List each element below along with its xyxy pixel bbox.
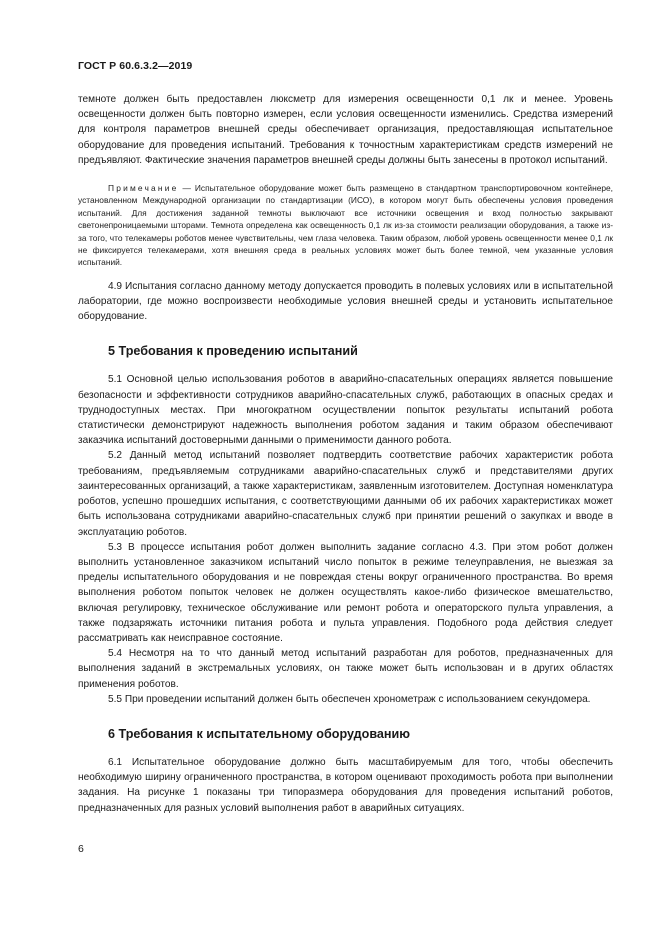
note-text: — Испытательное оборудование может быть размещено в стандартном транспортировочном контейнере, установленном Международной организации по стандартизации (ИСО), в котором могут быть обеспечены условия проведения испытаний. Для достижения заданной темноты выключают все источники освещения и вход полностью закрывают светонепроницаемыми шторами. Темнота определена как освещенность 0,1 лк из-за стоимости реализации оборудования, а также из-за того, что телекамеры роботов менее чувствительны, чем глаза человека. Таким образом, любой уровень освещенности менее 0,1 лк не фиксируется телекамерами, хотя внешняя среда в реальных условиях может быть более темной, чем указанные условия испытаний. [78, 183, 613, 268]
note-label: Примечание [108, 183, 179, 194]
document-header-id: ГОСТ Р 60.6.3.2—2019 [78, 60, 193, 72]
paragraph-continued: темноте должен быть предоставлен люксметр для измерения освещенности 0,1 лк и менее. Уровень освещенности должен быть повторно измерен, если условия освещенности изменились. Средства измерений для контроля параметров внешней среды обеспечивает организация, предоставляющая испытательное оборудование для проведения испытаний. Требования к точностным характеристикам средств измерений не предъявляют. Фактические значения параметров внешней среды должны быть занесены в протокол испытаний. [78, 94, 613, 166]
paragraph-5-3: 5.3 В процессе испытания робот должен выполнить задание согласно 4.3. При этом робот должен выполнить установленное заказчиком испытаний число попыток в режиме телеуправления, не выезжая за пределы испытательного оборудования и не повреждая стены вокруг ограниченного пространства. Во время выполнения роботом попыток человек не должен осуществлять какое-либо физическое вмешательство, включая регулировку, техническое обслуживание или ремонт робота и операторского пульта управления, а также подзаряжать источники питания робота и пульта управления. Подобного рода действия следует рассматривать как неисправное состояние. [78, 541, 613, 644]
paragraph-4-9: 4.9 Испытания согласно данному методу допускается проводить в полевых условиях или в испытательной лаборатории, где можно воспроизвести необходимые условия внешней среды и установить испытательное оборудование. [78, 280, 613, 323]
page-number: 6 [78, 843, 84, 855]
section-6-heading: 6 Требования к испытательному оборудованию [108, 726, 411, 741]
paragraph-6-1: 6.1 Испытательное оборудование должно быть масштабируемым для того, чтобы обеспечить необходимую ширину ограниченного пространства, в котором оценивают проходимость робота при выполнении задания. На рисунке 1 показаны три типоразмера оборудования для проведения испытаний роботов, предназначенных для разных условий выполнения работ в аварийных ситуациях. [78, 756, 613, 814]
document-body [78, 92, 613, 816]
section-5-heading: 5 Требования к проведению испытаний [108, 344, 358, 359]
paragraph-5-1: 5.1 Основной целью использования роботов в аварийно-спасательных операциях является повышение безопасности и эффективности сотрудников аварийно-спасательных служб, работающих в опасных средах и труднодоступных местах. При многократном осуществлении попыток результаты испытаний робота статистически демонстрируют надежность выполнения роботом задания и таким образом обеспечивают заказчика испытаний достоверными данными о применимости данного робота. [78, 374, 613, 447]
note-block [78, 182, 613, 269]
paragraph-5-5: 5.5 При проведении испытаний должен быть обеспечен хронометраж с использованием секундомера. [108, 693, 591, 705]
paragraph-5-4: 5.4 Несмотря на то что данный метод испытаний разработан для роботов, предназначенных для выполнения заданий в экстремальных условиях, он также может быть использован и в других областях применения роботов. [78, 648, 613, 690]
paragraph-5-2: 5.2 Данный метод испытаний позволяет подтвердить соответствие рабочих характеристик робота требованиям, предъявляемым сотрудниками аварийно-спасательных служб и представителями других заинтересованных организаций, а также характеристикам, заявленным изготовителем. Доступная номенклатура роботов, успешно прошедших испытания, с соответствующими данными об их рабочих характеристиках может быть использована сотрудниками аварийно-спасательных служб при принятии решений о закупках и вводе в эксплуатацию роботов. [78, 450, 613, 538]
